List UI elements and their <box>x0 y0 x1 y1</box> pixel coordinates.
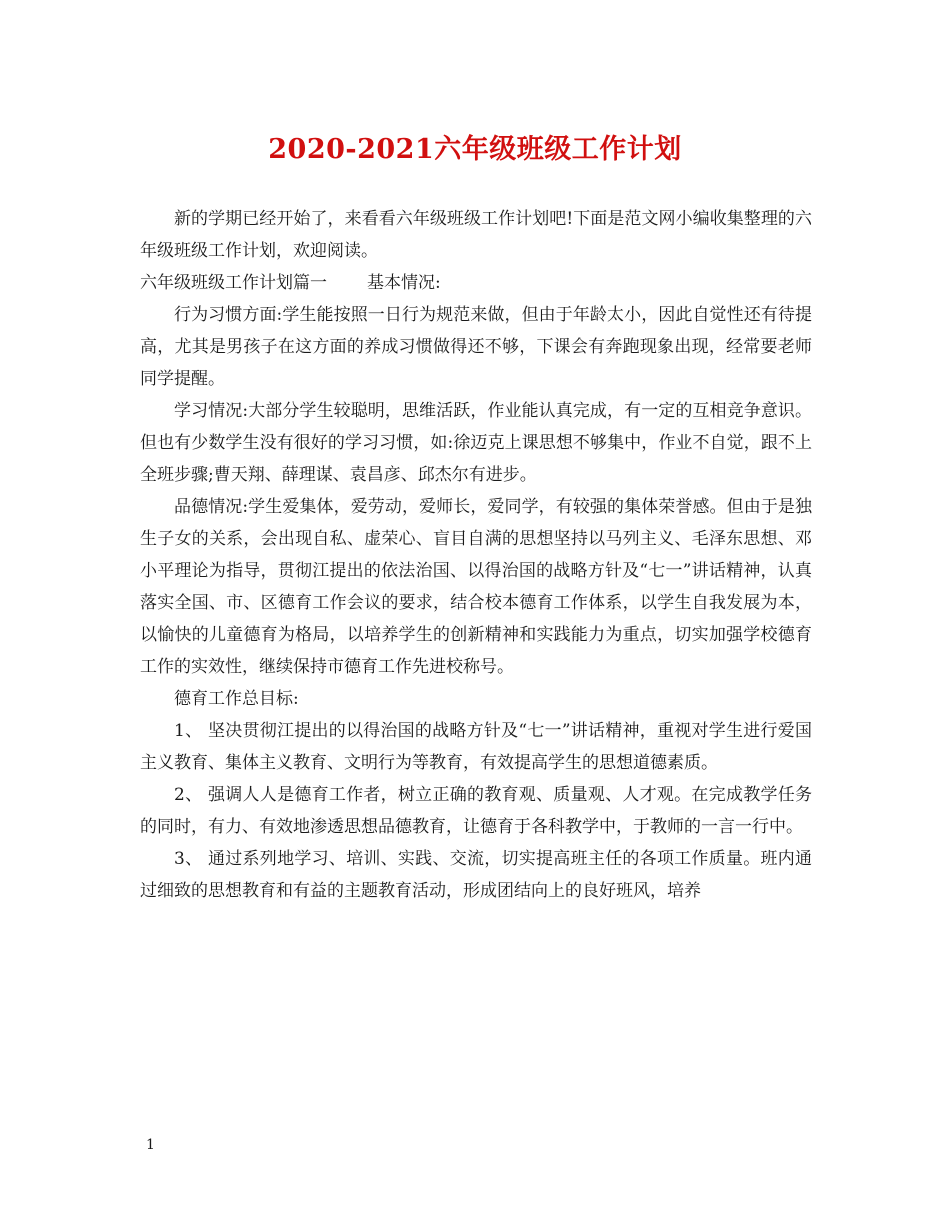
paragraph-study: 学习情况:大部分学生较聪明，思维活跃，作业能认真完成，有一定的互相竞争意识。但也有少数学生没有很好的学习习惯，如:徐迈克上课思想不够集中，作业不自觉，跟不上全班步骤;曹天翔、薛理谋、袁昌彦、邱杰尔有进步。 <box>140 401 812 485</box>
paragraph-goal-3: 3、 通过系列地学习、培训、实践、交流，切实提高班主任的各项工作质量。班内通过细致的思想教育和有益的主题教育活动，形成团结向上的良好班风，培养 <box>140 849 812 901</box>
section-heading <box>140 267 812 299</box>
paragraph-goal-2: 2、 强调人人是德育工作者，树立正确的教育观、质量观、人才观。在完成教学任务的同时，有力、有效地渗透思想品德教育，让德育于各科教学中，于教师的一言一行中。 <box>140 785 812 837</box>
paragraph-morality: 品德情况:学生爱集体，爱劳动，爱师长，爱同学，有较强的集体荣誉感。但由于是独生子女的关系，会出现自私、虚荣心、盲目自满的思想坚持以马列主义、毛泽东思想、邓小平理论为指导，贯彻江提出的依法治国、以得治国的战略方针及“七一”讲话精神，认真落实全国、市、区德育工作会议的要求，结合校本德育工作体系，以学生自我发展为本，以愉快的儿童德育为格局，以培养学生的创新精神和实践能力为重点，切实加强学校德育工作的实效性，继续保持市德育工作先进校称号。 <box>140 497 812 677</box>
paragraph-goal-1: 1、 坚决贯彻江提出的以得治国的战略方针及“七一”讲话精神，重视对学生进行爱国主义教育、集体主义教育、文明行为等教育，有效提高学生的思想道德素质。 <box>140 721 812 773</box>
page-number: 1 <box>146 1137 155 1153</box>
paragraph-behavior: 行为习惯方面:学生能按照一日行为规范来做，但由于年龄太小，因此自觉性还有待提高，尤其是男孩子在这方面的养成习惯做得还不够，下课会有奔跑现象出现，经常要老师同学提醒。 <box>140 305 812 389</box>
section-heading-title: 六年级班级工作计划篇一 <box>140 273 327 293</box>
intro-paragraph: 新的学期已经开始了，来看看六年级班级工作计划吧!下面是范文网小编收集整理的六年级班级工作计划，欢迎阅读。 <box>140 209 812 261</box>
paragraph-goal-heading: 德育工作总目标: <box>174 689 299 709</box>
document-body <box>140 203 812 907</box>
section-heading-subtitle: 基本情况: <box>367 273 441 293</box>
document-title: 2020-2021六年级班级工作计划 <box>268 134 682 165</box>
